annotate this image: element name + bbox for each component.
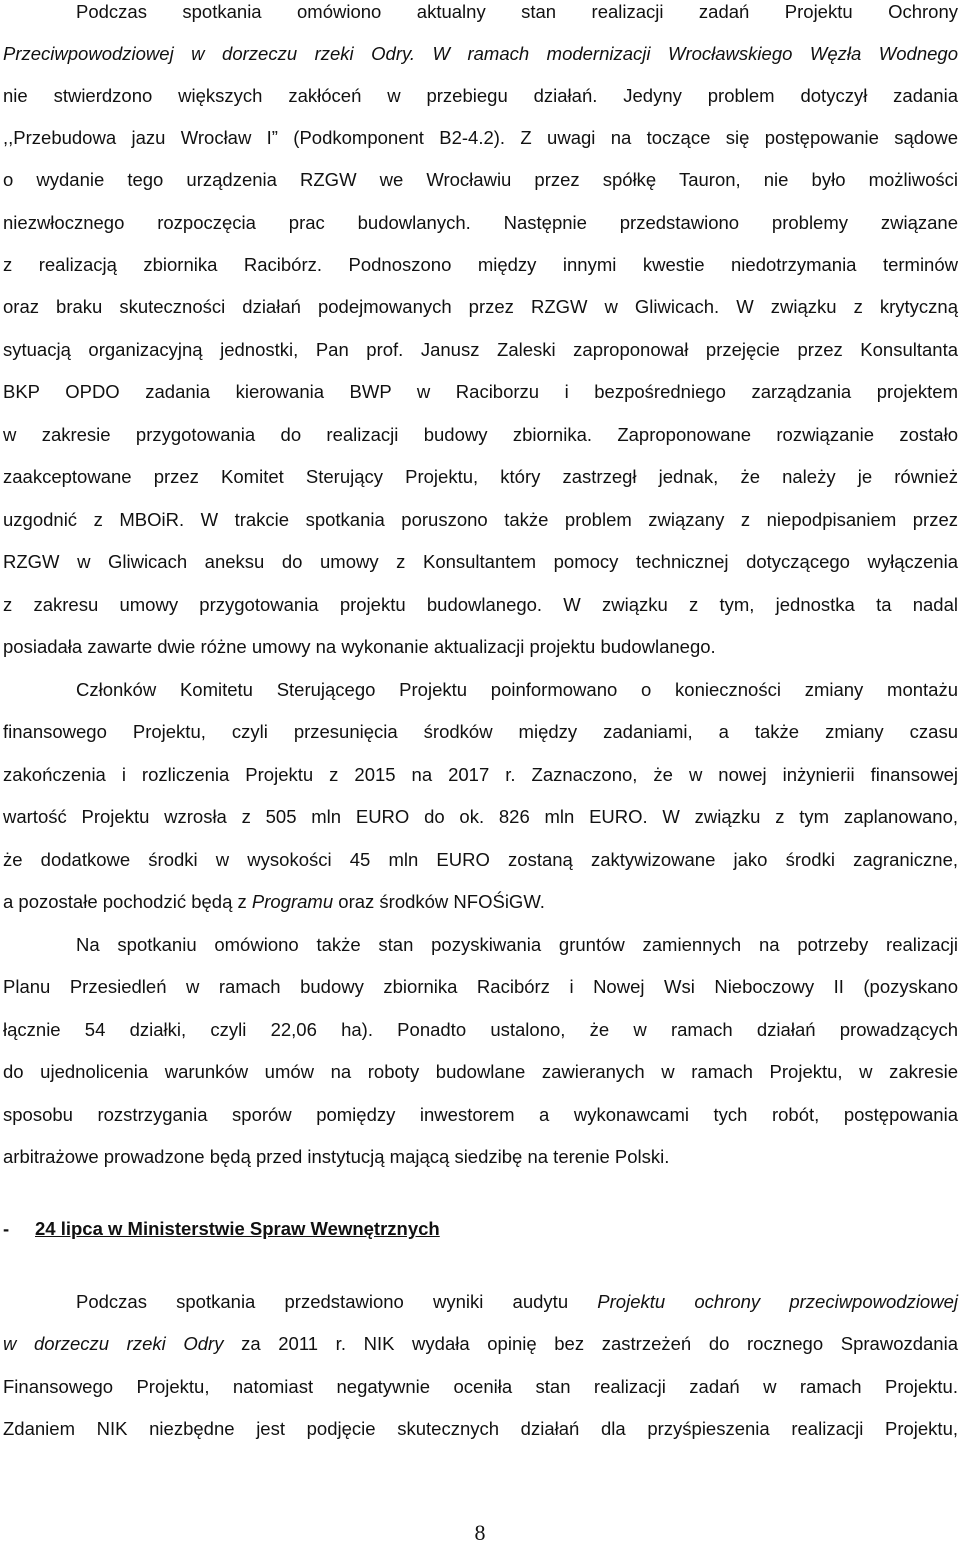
text-segment-italic: Projektu ochrony przeciwpowodziowej: [597, 1291, 958, 1312]
text-line: [3, 1018, 958, 1042]
text-segment: o wydanie tego urządzenia RZGW we Wrocławiu przez spółkę Tauron, nie było możliwości: [3, 169, 958, 190]
text-line: [3, 338, 958, 362]
text-line: [3, 763, 958, 787]
text-segment: BKP OPDO zadania kierowania BWP w Raciborzu i bezpośredniego zarządzania projektem: [3, 381, 958, 402]
text-segment-italic: Programu: [251, 891, 334, 912]
text-line: [3, 126, 958, 150]
text-line: [3, 380, 958, 404]
text-segment: Przeciwpowodziowej w dorzeczu rzeki Odry. W ramach modernizacji Wrocławskiego Węzła Wodnego: [3, 43, 958, 64]
text-segment: oraz środków NFOŚiGW.: [333, 891, 545, 912]
text-segment: z zakresu umowy przygotowania projektu budowlanego. W związku z tym, jednostka ta nadal: [3, 594, 958, 615]
text-segment: że dodatkowe środki w wysokości 45 mln EURO zostaną zaktywizowane jako środki zagraniczne,: [3, 849, 958, 870]
text-line: [76, 1290, 958, 1314]
text-segment: wartość Projektu wzrosła z 505 mln EURO do ok. 826 mln EURO. W związku z tym zaplanowano,: [3, 806, 958, 827]
text-line: [3, 593, 958, 617]
text-segment: nie stwierdzono większych zakłóceń w przebiegu działań. Jedyny problem dotyczył zadania: [3, 85, 958, 106]
text-line: [3, 211, 958, 235]
text-line: [3, 805, 958, 829]
text-line: [3, 465, 958, 489]
text-segment: posiadała zawarte dwie różne umowy na wykonanie aktualizacji projektu budowlanego.: [3, 636, 716, 657]
text-line: [3, 295, 958, 319]
text-segment-italic: w dorzeczu rzeki Odry: [3, 1333, 224, 1354]
text-segment: Finansowego Projektu, natomiast negatywnie oceniła stan realizacji zadań w ramach Projektu.: [3, 1376, 958, 1397]
text-line: [3, 42, 958, 66]
text-line: [76, 678, 958, 702]
text-segment: zakończenia i rozliczenia Projektu z 2015 na 2017 r. Zaznaczono, że w nowej inżynierii finansowej: [3, 764, 958, 785]
text-line: [3, 84, 958, 108]
text-segment: sposobu rozstrzygania sporów pomiędzy inwestorem a wykonawcami tych robót, postępowania: [3, 1104, 958, 1125]
page-number: 8: [474, 1520, 486, 1545]
text-segment: w zakresie przygotowania do realizacji budowy zbiornika. Zaproponowane rozwiązanie zostało: [3, 424, 958, 445]
text-line: [3, 720, 958, 744]
text-line: [3, 1145, 958, 1169]
text-line: [3, 508, 958, 532]
text-line: [3, 1417, 958, 1441]
text-segment: RZGW w Gliwicach aneksu do umowy z Konsultantem pomocy technicznej dotyczącego wyłączenia: [3, 551, 958, 572]
text-segment: ,,Przebudowa jazu Wrocław I” (Podkomponent B2-4.2). Z uwagi na toczące się postępowanie sądowe: [3, 127, 958, 148]
text-line: [3, 975, 958, 999]
text-segment: uzgodnić z MBOiR. W trakcie spotkania poruszono także problem związany z niepodpisaniem przez: [3, 509, 958, 530]
text-segment: Podczas spotkania omówiono aktualny stan realizacji zadań Projektu Ochrony: [76, 1, 958, 22]
text-segment: do ujednolicenia warunków umów na roboty budowlane zawieranych w ramach Projektu, w zakresie: [3, 1061, 958, 1082]
text-segment: sytuacją organizacyjną jednostki, Pan prof. Janusz Zaleski zaproponował przejęcie przez Konsultanta: [3, 339, 958, 360]
text-segment: Na spotkaniu omówiono także stan pozyskiwania gruntów zamiennych na potrzeby realizacji: [76, 934, 958, 955]
text-segment: Członków Komitetu Sterującego Projektu poinformowano o konieczności zmiany montażu: [76, 679, 958, 700]
text-line: [3, 1332, 958, 1356]
text-line: [3, 1060, 958, 1084]
text-line: [3, 168, 958, 192]
text-line: [3, 848, 958, 872]
text-line: [76, 933, 958, 957]
text-line: [3, 1375, 958, 1399]
text-segment: z realizacją zbiornika Racibórz. Podnoszono między innymi kwestie niedotrzymania terminów: [3, 254, 958, 275]
text-segment: Zdaniem NIK niezbędne jest podjęcie skutecznych działań dla przyśpieszenia realizacji Projektu,: [3, 1418, 958, 1439]
section-heading: 24 lipca w Ministerstwie Spraw Wewnętrznych: [35, 1218, 440, 1239]
text-line: [3, 1103, 958, 1127]
heading-bullet: -: [3, 1218, 10, 1239]
text-segment: Podczas spotkania przedstawiono wyniki audytu: [76, 1291, 598, 1312]
text-segment: Planu Przesiedleń w ramach budowy zbiornika Racibórz i Nowej Wsi Nieboczowy II (pozyskano: [3, 976, 958, 997]
text-line: [3, 635, 958, 659]
text-segment: łącznie 54 działki, czyli 22,06 ha). Ponadto ustalono, że w ramach działań prowadzących: [3, 1019, 958, 1040]
text-segment: niezwłocznego rozpoczęcia prac budowlanych. Następnie przedstawiono problemy związane: [3, 212, 958, 233]
text-line: [76, 0, 958, 24]
text-segment: zaakceptowane przez Komitet Sterujący Projektu, który zastrzegł jednak, że należy je również: [3, 466, 958, 487]
text-segment: arbitrażowe prowadzone będą przed instytucją mającą siedzibę na terenie Polski.: [3, 1146, 670, 1167]
text-line: [3, 423, 958, 447]
text-segment: finansowego Projektu, czyli przesunięcia środków między zadaniami, a także zmiany czasu: [3, 721, 958, 742]
text-segment: a pozostałe pochodzić będą z: [3, 891, 252, 912]
text-line: [3, 253, 958, 277]
text-line: [3, 550, 958, 574]
text-segment: za 2011 r. NIK wydała opinię bez zastrzeżeń do rocznego Sprawozdania: [223, 1333, 958, 1354]
text-line: [3, 890, 958, 914]
text-segment: oraz braku skuteczności działań podejmowanych przez RZGW w Gliwicach. W związku z krytyczną: [3, 296, 958, 317]
